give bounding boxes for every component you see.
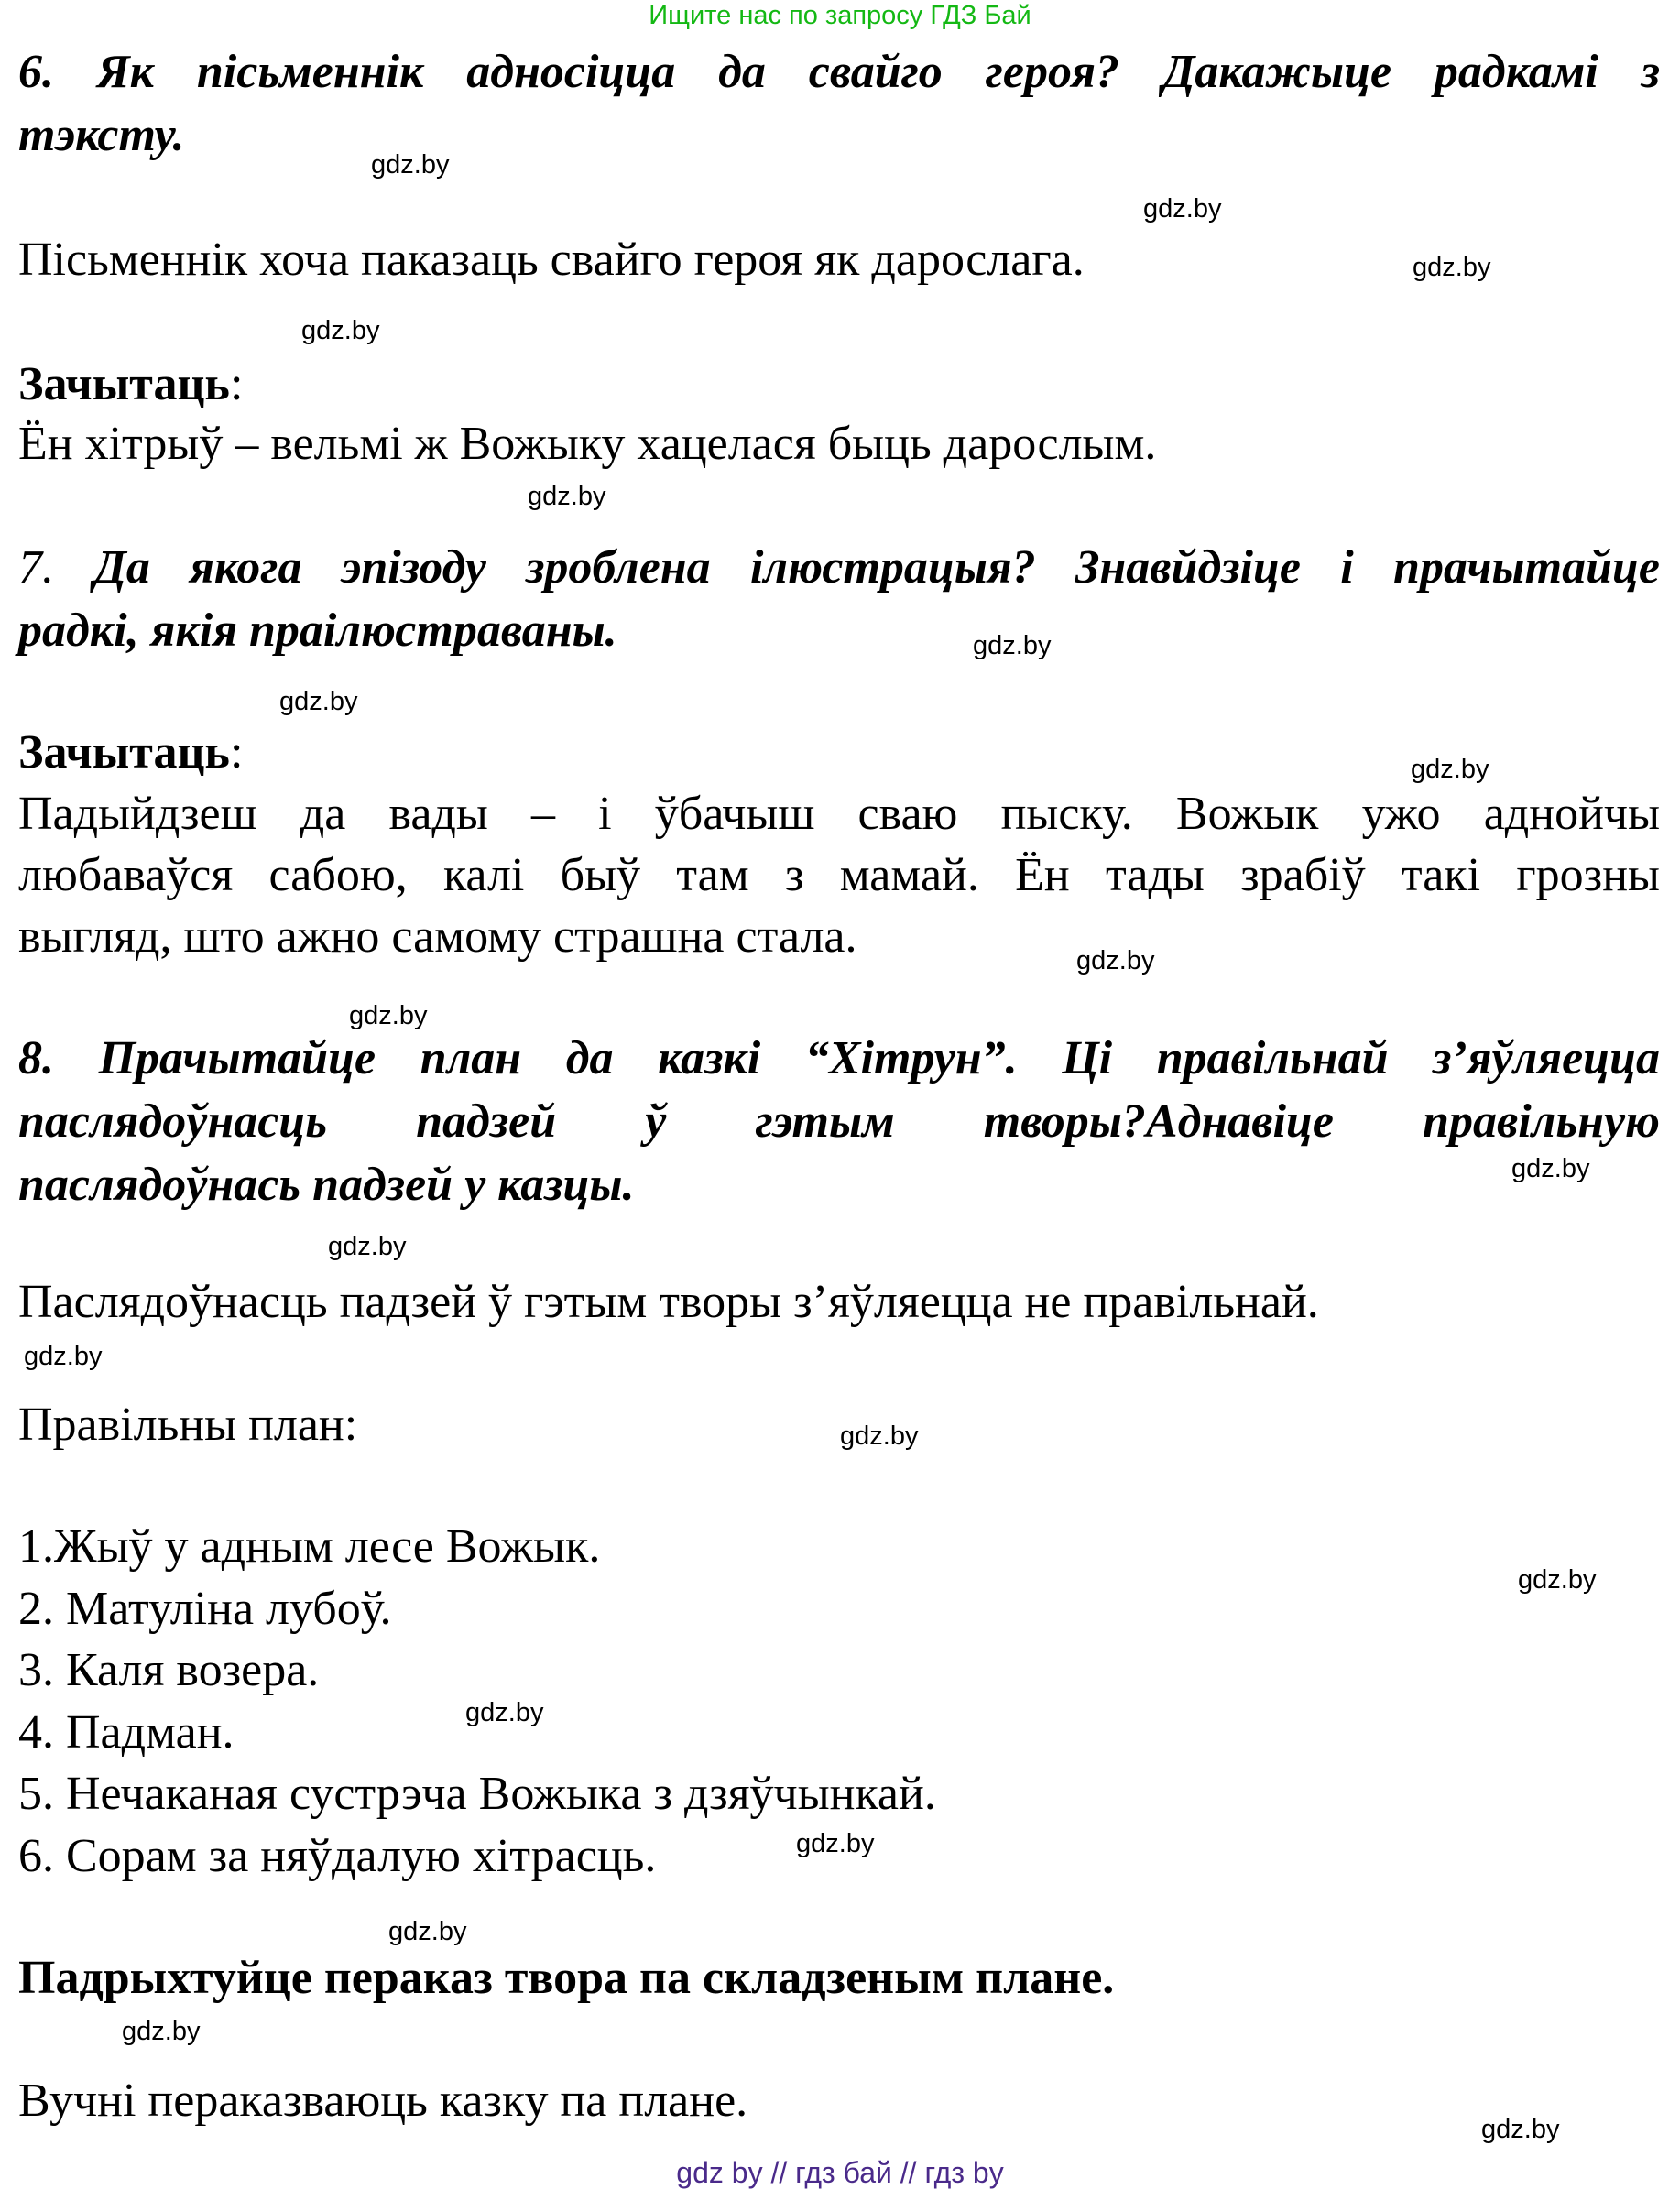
watermark: gdz.by	[24, 1342, 103, 1371]
answer-6: Пісьменнік хоча паказаць свайго героя як дарослага.	[18, 234, 1085, 286]
read-label-6	[18, 354, 243, 415]
plan-title: Правільны план:	[18, 1399, 358, 1451]
question-8-line-2: паслядоўнасць падзей ў гэтым творы?Аднавіце правільную	[18, 1095, 1660, 1148]
watermark: gdz.by	[328, 1232, 407, 1261]
quote-6: Ён хітрыў – вельмі ж Вожыку хацелася быць дарослым.	[18, 418, 1157, 470]
question-6-line-2: тэксту.	[18, 109, 185, 161]
question-6	[18, 40, 1660, 167]
read-label-7-colon: :	[229, 726, 244, 779]
watermark: gdz.by	[122, 2017, 201, 2046]
question-7	[18, 536, 1660, 662]
quote-7-line-2: любаваўся сабою, калі быў там з мамай. Ён тады зрабіў такі грозны	[18, 849, 1660, 901]
watermark: gdz.by	[528, 482, 606, 511]
question-8-line-1: 8. Прачытайце план да казкі “Хітрун”. Ці правільнай з’яўляецца	[18, 1032, 1660, 1084]
question-8	[18, 1027, 1660, 1216]
question-7-number: 7.	[18, 541, 54, 594]
retelling-answer: Вучні пераказваюць казку па плане.	[18, 2075, 748, 2127]
top-banner: Ищите нас по запросу ГДЗ Бай	[649, 1, 1031, 30]
question-8-line-3: паслядоўнась падзей у казцы.	[18, 1159, 635, 1211]
footer-links: gdz by // гдз бай // гдз by	[676, 2156, 1004, 2189]
plan-item: 3. Каля возера.	[18, 1644, 320, 1696]
retelling-task: Падрыхтуйце пераказ твора па складзеным плане.	[18, 1952, 1115, 2004]
quote-7-line-1: Падыйдзеш да вады – і ўбачыш сваю пыску. Вожык ужо аднойчы	[18, 788, 1660, 840]
watermark: gdz.by	[1413, 253, 1491, 282]
watermark: gdz.by	[1411, 755, 1489, 784]
question-7-line-1	[18, 536, 1660, 599]
question-7-line-2: радкі, якія праілюстраваны.	[18, 604, 617, 657]
watermark: gdz.by	[349, 1001, 428, 1030]
read-label-6-text: Зачытаць	[18, 358, 230, 410]
read-label-6-colon: :	[229, 358, 244, 410]
watermark: gdz.by	[1511, 1154, 1590, 1183]
watermark: gdz.by	[465, 1698, 544, 1727]
watermark: gdz.by	[1143, 194, 1222, 223]
watermark: gdz.by	[1076, 946, 1155, 975]
plan-item: 5. Нечаканая сустрэча Вожыка з дзяўчынкай.	[18, 1768, 936, 1820]
watermark: gdz.by	[796, 1829, 875, 1858]
watermark: gdz.by	[1481, 2115, 1560, 2144]
plan-item: 6. Сорам за няўдалую хітрасць.	[18, 1829, 657, 1882]
question-7-line-1-text: Да якога эпізоду зроблена ілюстрацыя? Знавйдзіце і прачытайце	[54, 541, 1660, 594]
watermark: gdz.by	[1518, 1565, 1597, 1595]
question-6-line-1: 6. Як пісьменнік адносіцца да свайго героя? Дакажыце радкамі з	[18, 46, 1660, 98]
plan-item: 4. Падман.	[18, 1705, 235, 1759]
watermark: gdz.by	[973, 631, 1052, 660]
watermark: gdz.by	[279, 687, 358, 716]
read-label-7	[18, 722, 243, 783]
quote-7-line-3: выгляд, што ажно самому страшна стала.	[18, 910, 857, 963]
quote-7	[18, 783, 1660, 967]
plan-item: 1.Жыў у адным лесе Вожык.	[18, 1520, 601, 1573]
watermark: gdz.by	[371, 150, 450, 180]
watermark: gdz.by	[301, 316, 380, 345]
plan-item: 2. Матуліна лубоў.	[18, 1582, 392, 1635]
read-label-7-text: Зачытаць	[18, 726, 230, 779]
answer-8: Паслядоўнасць падзей ў гэтым творы з’яўляецца не правільнай.	[18, 1276, 1319, 1328]
watermark: gdz.by	[840, 1421, 919, 1451]
watermark: gdz.by	[388, 1917, 467, 1946]
